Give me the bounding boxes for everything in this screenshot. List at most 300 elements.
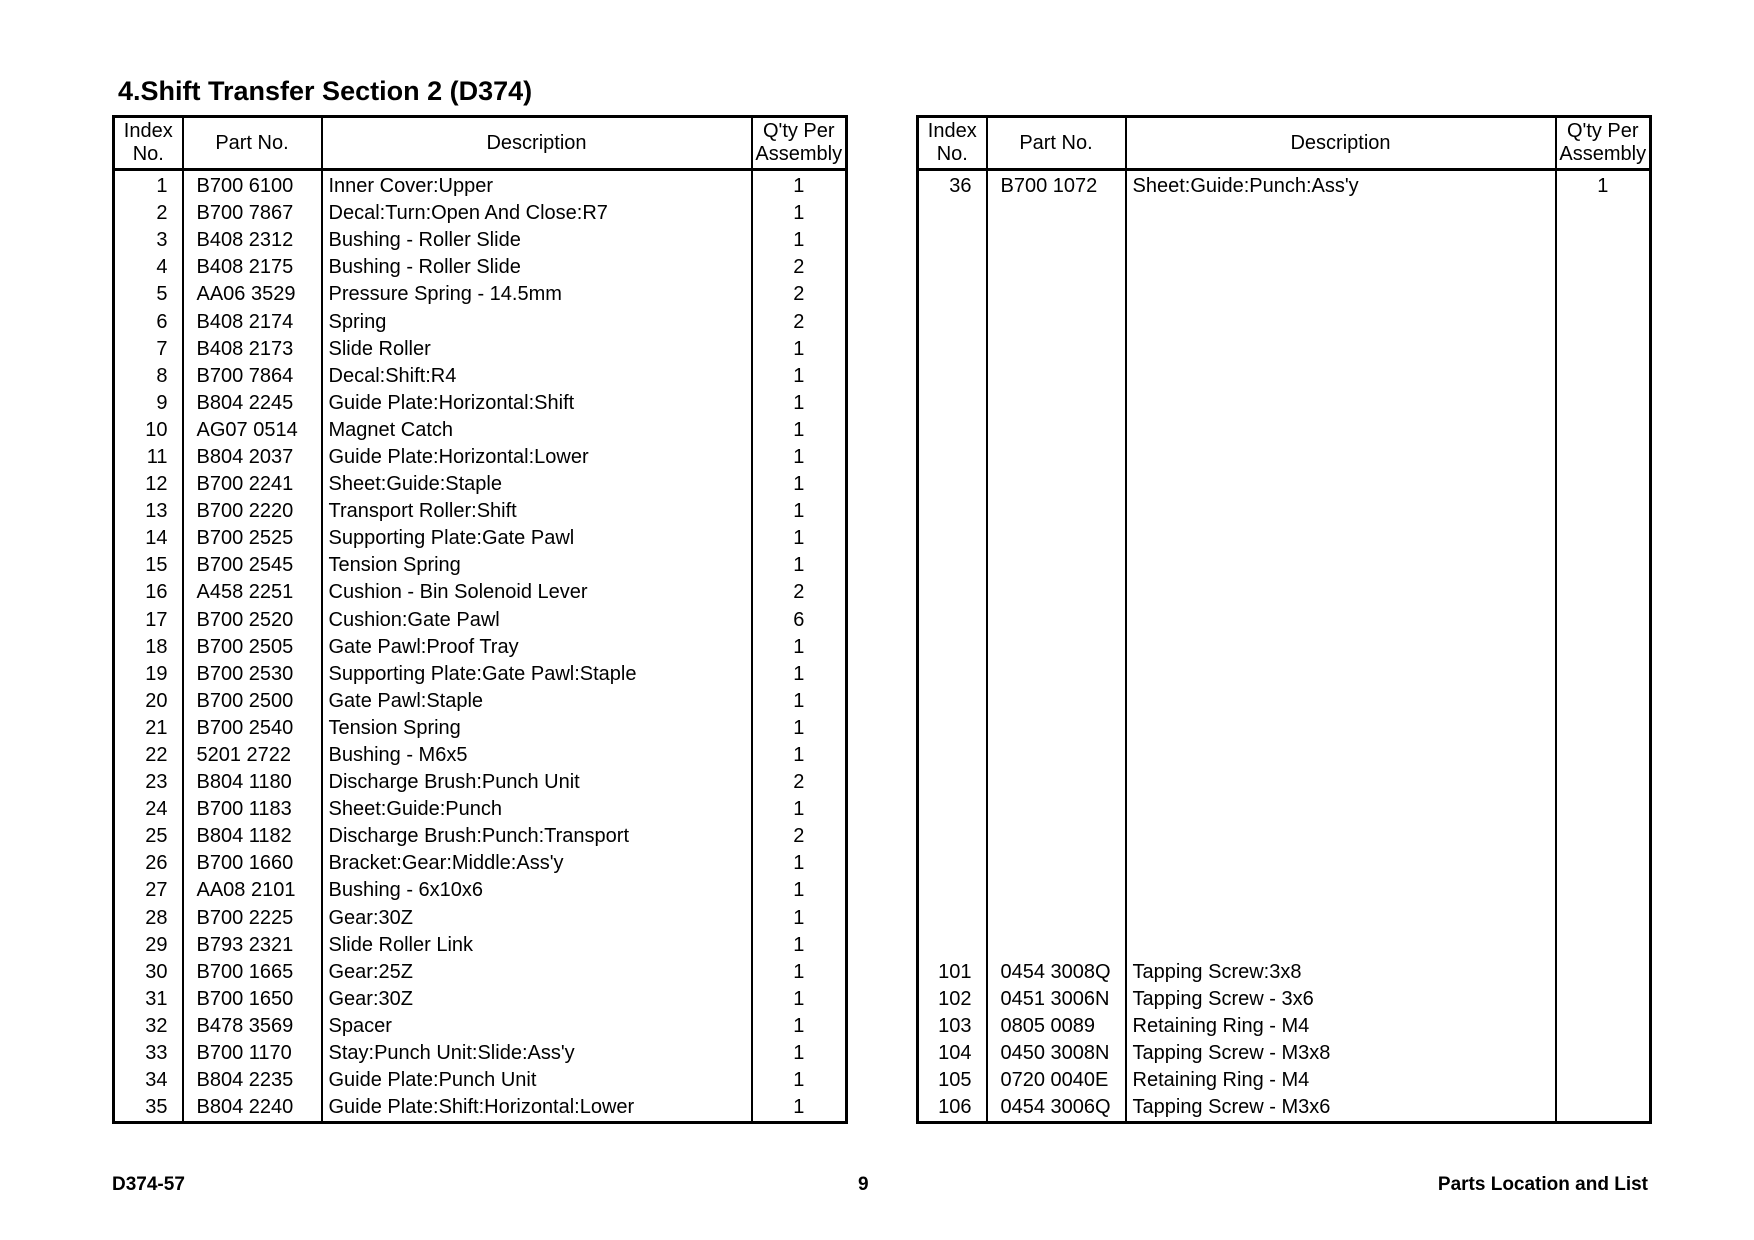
part-no-cell: AA06 3529 — [183, 281, 322, 308]
part-no-cell: B804 2245 — [183, 390, 322, 417]
description-cell: Bushing - Roller Slide — [322, 227, 752, 254]
table-row — [114, 444, 847, 471]
table-row — [918, 281, 1651, 308]
qty-cell — [1556, 552, 1651, 579]
description-cell — [1126, 254, 1556, 281]
index-cell — [918, 471, 987, 498]
table-row — [114, 498, 847, 525]
description-cell: Gear:30Z — [322, 986, 752, 1013]
qty-cell — [1556, 281, 1651, 308]
description-cell: Retaining Ring - M4 — [1126, 1013, 1556, 1040]
part-no-cell: B700 1665 — [183, 959, 322, 986]
table-row — [918, 308, 1651, 335]
index-cell — [918, 336, 987, 363]
part-no-header: Part No. — [987, 117, 1126, 170]
index-cell: 12 — [114, 471, 183, 498]
index-cell — [918, 850, 987, 877]
table-row — [918, 417, 1651, 444]
index-cell: 32 — [114, 1013, 183, 1040]
table-row — [114, 607, 847, 634]
index-cell — [918, 877, 987, 904]
part-no-cell: B408 2175 — [183, 254, 322, 281]
table-row — [918, 959, 1651, 986]
qty-cell: 1 — [752, 850, 847, 877]
part-no-cell — [987, 200, 1126, 227]
qty-cell — [1556, 661, 1651, 688]
qty-cell — [1556, 634, 1651, 661]
table-header-row — [114, 117, 847, 170]
qty-cell: 6 — [752, 607, 847, 634]
description-cell: Decal:Turn:Open And Close:R7 — [322, 200, 752, 227]
description-cell: Sheet:Guide:Staple — [322, 471, 752, 498]
part-no-cell: B700 2530 — [183, 661, 322, 688]
description-cell — [1126, 634, 1556, 661]
table-row — [918, 1013, 1651, 1040]
table-row — [918, 200, 1651, 227]
qty-header-line1: Q'ty Per — [762, 120, 835, 142]
description-cell — [1126, 390, 1556, 417]
part-no-cell: B700 2540 — [183, 715, 322, 742]
part-no-cell — [987, 796, 1126, 823]
qty-cell: 2 — [752, 823, 847, 850]
part-no-cell: B408 2173 — [183, 336, 322, 363]
qty-cell: 1 — [752, 552, 847, 579]
table-row — [114, 742, 847, 769]
index-cell: 35 — [114, 1094, 183, 1123]
parts-table-left — [112, 115, 848, 1124]
table-row — [114, 823, 847, 850]
qty-cell: 1 — [752, 390, 847, 417]
qty-cell — [1556, 498, 1651, 525]
description-cell — [1126, 200, 1556, 227]
index-cell — [918, 688, 987, 715]
description-header: Description — [322, 117, 752, 170]
table-row — [918, 227, 1651, 254]
index-cell: 18 — [114, 634, 183, 661]
index-header-line2: No. — [936, 143, 968, 165]
qty-header — [1556, 117, 1651, 170]
part-no-cell: B700 2220 — [183, 498, 322, 525]
qty-cell: 1 — [752, 1067, 847, 1094]
index-cell: 9 — [114, 390, 183, 417]
part-no-cell — [987, 715, 1126, 742]
description-cell: Gate Pawl:Staple — [322, 688, 752, 715]
page-title: 4.Shift Transfer Section 2 (D374) — [118, 76, 533, 106]
table-row — [114, 932, 847, 959]
description-cell: Spacer — [322, 1013, 752, 1040]
index-cell: 34 — [114, 1067, 183, 1094]
index-cell — [918, 498, 987, 525]
index-cell — [918, 742, 987, 769]
qty-cell: 1 — [752, 227, 847, 254]
table-row — [114, 769, 847, 796]
index-cell — [918, 661, 987, 688]
table-row — [918, 769, 1651, 796]
index-cell: 4 — [114, 254, 183, 281]
qty-cell: 1 — [752, 742, 847, 769]
description-cell: Sheet:Guide:Punch:Ass'y — [1126, 170, 1556, 201]
table-header-row — [918, 117, 1651, 170]
qty-cell — [1556, 877, 1651, 904]
index-cell: 31 — [114, 986, 183, 1013]
description-cell — [1126, 471, 1556, 498]
table-row — [918, 715, 1651, 742]
part-no-cell — [987, 932, 1126, 959]
qty-cell: 1 — [752, 796, 847, 823]
index-cell: 11 — [114, 444, 183, 471]
index-cell: 23 — [114, 769, 183, 796]
table-row — [918, 796, 1651, 823]
part-no-cell: 5201 2722 — [183, 742, 322, 769]
index-cell: 104 — [918, 1040, 987, 1067]
part-no-cell — [987, 769, 1126, 796]
description-cell: Slide Roller — [322, 336, 752, 363]
table-row — [114, 850, 847, 877]
part-no-cell: AA08 2101 — [183, 877, 322, 904]
qty-cell — [1556, 227, 1651, 254]
qty-cell: 1 — [752, 1040, 847, 1067]
part-no-cell — [987, 417, 1126, 444]
index-cell: 102 — [918, 986, 987, 1013]
table-row — [114, 170, 847, 201]
part-no-cell: B700 2505 — [183, 634, 322, 661]
table-row — [114, 552, 847, 579]
index-cell: 2 — [114, 200, 183, 227]
part-no-cell: B700 2500 — [183, 688, 322, 715]
index-cell: 13 — [114, 498, 183, 525]
part-no-cell — [987, 661, 1126, 688]
part-no-cell — [987, 579, 1126, 606]
table-row — [114, 661, 847, 688]
qty-cell — [1556, 1094, 1651, 1123]
description-cell: Supporting Plate:Gate Pawl — [322, 525, 752, 552]
index-cell: 29 — [114, 932, 183, 959]
description-cell — [1126, 281, 1556, 308]
index-cell — [918, 200, 987, 227]
part-no-cell — [987, 525, 1126, 552]
description-cell — [1126, 796, 1556, 823]
qty-header — [752, 117, 847, 170]
description-cell: Inner Cover:Upper — [322, 170, 752, 201]
qty-cell: 1 — [752, 336, 847, 363]
table-row — [114, 1067, 847, 1094]
qty-cell: 1 — [1556, 170, 1651, 201]
part-no-cell — [987, 742, 1126, 769]
index-header — [114, 117, 183, 170]
part-no-cell: B700 1072 — [987, 170, 1126, 201]
description-cell: Slide Roller Link — [322, 932, 752, 959]
index-cell: 14 — [114, 525, 183, 552]
index-cell: 5 — [114, 281, 183, 308]
table-row — [918, 1067, 1651, 1094]
description-cell: Sheet:Guide:Punch — [322, 796, 752, 823]
qty-cell: 1 — [752, 986, 847, 1013]
qty-cell: 1 — [752, 1013, 847, 1040]
table-row — [918, 170, 1651, 201]
table-row — [918, 498, 1651, 525]
part-no-cell — [987, 227, 1126, 254]
qty-cell — [1556, 959, 1651, 986]
part-no-cell: 0805 0089 — [987, 1013, 1126, 1040]
description-cell: Gear:30Z — [322, 905, 752, 932]
part-no-cell: B700 2545 — [183, 552, 322, 579]
index-header-line2: No. — [132, 143, 164, 165]
index-cell — [918, 308, 987, 335]
index-cell: 15 — [114, 552, 183, 579]
index-cell: 24 — [114, 796, 183, 823]
table-row — [918, 905, 1651, 932]
index-cell: 33 — [114, 1040, 183, 1067]
description-cell: Discharge Brush:Punch Unit — [322, 769, 752, 796]
qty-cell: 2 — [752, 308, 847, 335]
part-no-cell — [987, 850, 1126, 877]
index-cell: 8 — [114, 363, 183, 390]
qty-cell — [1556, 905, 1651, 932]
description-cell: Tapping Screw - M3x8 — [1126, 1040, 1556, 1067]
description-cell — [1126, 877, 1556, 904]
qty-cell: 2 — [752, 769, 847, 796]
part-no-cell: B700 2520 — [183, 607, 322, 634]
description-cell: Tapping Screw - 3x6 — [1126, 986, 1556, 1013]
description-cell — [1126, 417, 1556, 444]
index-cell: 10 — [114, 417, 183, 444]
table-row — [114, 417, 847, 444]
part-no-cell: 0454 3006Q — [987, 1094, 1126, 1123]
table-row — [114, 905, 847, 932]
part-no-cell — [987, 877, 1126, 904]
description-cell: Bushing - 6x10x6 — [322, 877, 752, 904]
description-cell: Retaining Ring - M4 — [1126, 1067, 1556, 1094]
description-cell: Guide Plate:Punch Unit — [322, 1067, 752, 1094]
footer-page-number: 9 — [858, 1174, 869, 1195]
description-cell — [1126, 336, 1556, 363]
description-cell: Gear:25Z — [322, 959, 752, 986]
index-cell — [918, 281, 987, 308]
index-header-line1: Index — [927, 120, 977, 142]
table-row — [114, 200, 847, 227]
qty-cell — [1556, 932, 1651, 959]
qty-cell — [1556, 363, 1651, 390]
description-cell: Guide Plate:Horizontal:Shift — [322, 390, 752, 417]
part-no-cell — [987, 390, 1126, 417]
table-row — [114, 471, 847, 498]
part-no-cell: B478 3569 — [183, 1013, 322, 1040]
index-cell — [918, 905, 987, 932]
table-row — [114, 877, 847, 904]
table-row — [114, 1013, 847, 1040]
index-cell — [918, 525, 987, 552]
table-row — [918, 390, 1651, 417]
description-cell: Tension Spring — [322, 715, 752, 742]
qty-cell — [1556, 823, 1651, 850]
description-cell: Bracket:Gear:Middle:Ass'y — [322, 850, 752, 877]
part-no-cell: B700 7864 — [183, 363, 322, 390]
description-cell: Cushion:Gate Pawl — [322, 607, 752, 634]
index-cell: 36 — [918, 170, 987, 201]
qty-cell — [1556, 607, 1651, 634]
index-cell: 103 — [918, 1013, 987, 1040]
part-no-cell — [987, 634, 1126, 661]
qty-cell: 1 — [752, 498, 847, 525]
part-no-cell: 0450 3008N — [987, 1040, 1126, 1067]
description-cell: Magnet Catch — [322, 417, 752, 444]
qty-cell: 1 — [752, 363, 847, 390]
index-cell: 16 — [114, 579, 183, 606]
part-no-cell — [987, 336, 1126, 363]
table-row — [114, 281, 847, 308]
table-row — [114, 336, 847, 363]
description-cell: Spring — [322, 308, 752, 335]
description-cell — [1126, 823, 1556, 850]
index-cell — [918, 444, 987, 471]
description-cell: Discharge Brush:Punch:Transport — [322, 823, 752, 850]
index-cell: 3 — [114, 227, 183, 254]
qty-cell — [1556, 796, 1651, 823]
qty-cell: 1 — [752, 417, 847, 444]
part-no-cell: B804 2240 — [183, 1094, 322, 1123]
index-cell: 25 — [114, 823, 183, 850]
description-cell: Supporting Plate:Gate Pawl:Staple — [322, 661, 752, 688]
qty-cell — [1556, 1067, 1651, 1094]
table-row — [114, 986, 847, 1013]
part-no-cell: B700 1170 — [183, 1040, 322, 1067]
qty-cell — [1556, 390, 1651, 417]
part-no-cell: B804 2235 — [183, 1067, 322, 1094]
qty-cell: 1 — [752, 715, 847, 742]
index-cell — [918, 715, 987, 742]
description-cell: Transport Roller:Shift — [322, 498, 752, 525]
qty-cell: 1 — [752, 959, 847, 986]
index-cell: 30 — [114, 959, 183, 986]
table-row — [918, 444, 1651, 471]
part-no-cell: B700 2241 — [183, 471, 322, 498]
table-row — [918, 742, 1651, 769]
description-cell — [1126, 769, 1556, 796]
table-row — [918, 877, 1651, 904]
table-row — [918, 1040, 1651, 1067]
table-row — [918, 607, 1651, 634]
qty-cell — [1556, 986, 1651, 1013]
qty-cell: 1 — [752, 471, 847, 498]
index-cell: 7 — [114, 336, 183, 363]
qty-cell — [1556, 471, 1651, 498]
qty-cell — [1556, 688, 1651, 715]
qty-cell: 1 — [752, 525, 847, 552]
qty-cell — [1556, 444, 1651, 471]
index-cell: 1 — [114, 170, 183, 201]
table-row — [114, 688, 847, 715]
table-row — [918, 850, 1651, 877]
qty-cell: 1 — [752, 200, 847, 227]
description-cell: Decal:Shift:R4 — [322, 363, 752, 390]
description-header: Description — [1126, 117, 1556, 170]
table-row — [114, 227, 847, 254]
description-cell — [1126, 932, 1556, 959]
qty-cell: 1 — [752, 905, 847, 932]
qty-cell — [1556, 254, 1651, 281]
index-cell — [918, 769, 987, 796]
part-no-cell: B700 6100 — [183, 170, 322, 201]
description-cell — [1126, 308, 1556, 335]
description-cell — [1126, 715, 1556, 742]
part-no-cell — [987, 281, 1126, 308]
table-row — [114, 715, 847, 742]
table-row — [918, 336, 1651, 363]
index-cell — [918, 634, 987, 661]
part-no-cell: A458 2251 — [183, 579, 322, 606]
description-cell: Pressure Spring - 14.5mm — [322, 281, 752, 308]
qty-cell — [1556, 417, 1651, 444]
qty-cell: 1 — [752, 688, 847, 715]
part-no-cell — [987, 308, 1126, 335]
table-row — [114, 308, 847, 335]
qty-cell — [1556, 308, 1651, 335]
table-row — [918, 471, 1651, 498]
table-row — [918, 932, 1651, 959]
index-cell: 6 — [114, 308, 183, 335]
description-cell — [1126, 688, 1556, 715]
part-no-cell: AG07 0514 — [183, 417, 322, 444]
description-cell — [1126, 552, 1556, 579]
description-cell: Stay:Punch Unit:Slide:Ass'y — [322, 1040, 752, 1067]
part-no-cell — [987, 552, 1126, 579]
part-no-cell: 0454 3008Q — [987, 959, 1126, 986]
table-row — [918, 254, 1651, 281]
description-cell: Gate Pawl:Proof Tray — [322, 634, 752, 661]
qty-cell: 1 — [752, 634, 847, 661]
index-cell: 21 — [114, 715, 183, 742]
part-no-cell — [987, 254, 1126, 281]
description-cell — [1126, 363, 1556, 390]
description-cell — [1126, 444, 1556, 471]
qty-cell: 1 — [752, 661, 847, 688]
part-no-cell — [987, 688, 1126, 715]
description-cell — [1126, 579, 1556, 606]
qty-cell: 2 — [752, 254, 847, 281]
index-cell — [918, 227, 987, 254]
index-cell: 101 — [918, 959, 987, 986]
description-cell: Cushion - Bin Solenoid Lever — [322, 579, 752, 606]
description-cell — [1126, 227, 1556, 254]
qty-cell: 2 — [752, 579, 847, 606]
footer-doc-code: D374-57 — [112, 1174, 185, 1195]
qty-cell — [1556, 525, 1651, 552]
qty-header-line1: Q'ty Per — [1566, 120, 1639, 142]
description-cell — [1126, 607, 1556, 634]
table-row — [114, 579, 847, 606]
qty-cell: 1 — [752, 444, 847, 471]
part-no-cell: B804 1182 — [183, 823, 322, 850]
index-cell: 28 — [114, 905, 183, 932]
index-cell: 22 — [114, 742, 183, 769]
qty-cell — [1556, 579, 1651, 606]
table-row — [918, 823, 1651, 850]
index-cell: 27 — [114, 877, 183, 904]
part-no-cell: B700 1183 — [183, 796, 322, 823]
table-row — [114, 390, 847, 417]
part-no-cell — [987, 363, 1126, 390]
part-no-cell — [987, 607, 1126, 634]
part-no-cell: 0451 3006N — [987, 986, 1126, 1013]
index-cell: 17 — [114, 607, 183, 634]
qty-cell — [1556, 715, 1651, 742]
description-cell — [1126, 661, 1556, 688]
qty-cell — [1556, 200, 1651, 227]
qty-cell — [1556, 1013, 1651, 1040]
table-row — [918, 986, 1651, 1013]
table-row — [114, 254, 847, 281]
description-cell — [1126, 525, 1556, 552]
